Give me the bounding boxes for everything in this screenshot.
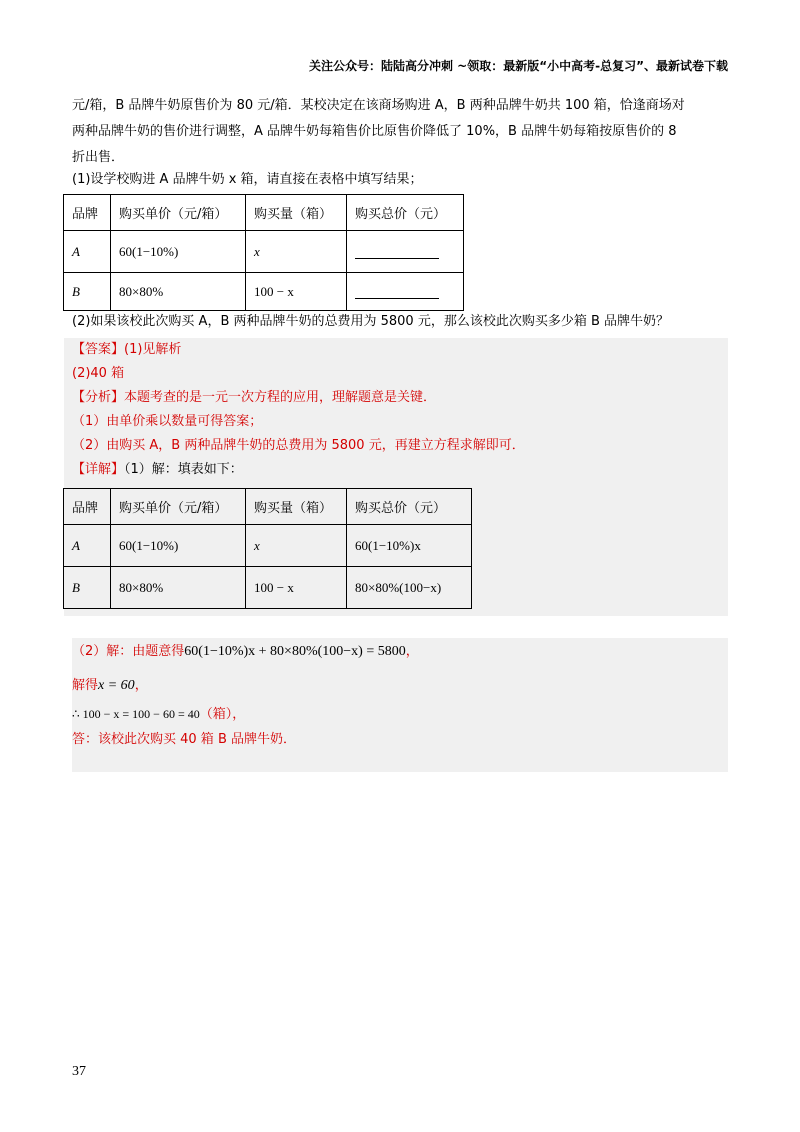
solution-equation: ∴ 100 − x = 100 − 60 = 40 xyxy=(72,707,200,721)
answer-part-1: (1)见解析 xyxy=(124,342,182,357)
table-header-cell: 购买总价（元） xyxy=(347,195,464,231)
table-cell: 60(1−10%)x xyxy=(347,525,472,567)
table-cell: B xyxy=(64,273,111,311)
table-cell: 60(1−10%) xyxy=(111,231,246,273)
table-header-cell: 购买量（箱） xyxy=(246,195,347,231)
table-cell: 80×80% xyxy=(111,567,246,609)
answer-line-1 xyxy=(72,340,181,360)
table-cell: 80×80% xyxy=(111,273,246,311)
answer-blank[interactable] xyxy=(355,284,439,299)
table-row xyxy=(64,567,472,609)
table-header-cell: 购买单价（元/箱） xyxy=(111,489,246,525)
solution-text: （2）解：由题意得 xyxy=(72,644,185,659)
intro-line-1: 元/箱，B 品牌牛奶原售价为 80 元/箱．某校决定在该商场购进 A，B 两种品牌牛奶共 100 箱，恰逢商场对 xyxy=(72,98,685,113)
table-cell xyxy=(347,231,464,273)
analysis-point-2: （2）由购买 A，B 两种品牌牛奶的总费用为 5800 元，再建立方程求解即可． xyxy=(72,438,525,453)
intro-line-3: 折出售． xyxy=(72,150,125,165)
table-header-cell: 购买总价（元） xyxy=(347,489,472,525)
intro-line-2: 两种品牌牛奶的售价进行调整，A 品牌牛奶每箱售价比原售价降低了 10%，B 品牌牛奶每箱按原售价的 8 xyxy=(72,124,677,139)
table-cell: 100 − x xyxy=(246,273,347,311)
table-row xyxy=(64,525,472,567)
table-row xyxy=(64,231,464,273)
analysis-label: 【分析】 xyxy=(72,390,125,405)
question-2: (2)如果该校此次购买 A，B 两种品牌牛奶的总费用为 5800 元，那么该校此次购买多少箱 B 品牌牛奶？ xyxy=(72,314,670,329)
analysis-line xyxy=(72,388,436,408)
solution-punct: ， xyxy=(405,644,419,659)
solution-text: 解得 xyxy=(72,678,99,693)
table-header-row xyxy=(64,195,464,231)
table-cell xyxy=(347,273,464,311)
table-header-cell: 购买单价（元/箱） xyxy=(111,195,246,231)
table-cell: x xyxy=(246,231,347,273)
answer-part-2: (2)40 箱 xyxy=(72,366,125,381)
solution-line-2 xyxy=(72,676,148,696)
table-header-row xyxy=(64,489,472,525)
detail-label: 【详解】 xyxy=(72,462,125,477)
table-cell: 60(1−10%) xyxy=(111,525,246,567)
table-row xyxy=(64,273,464,311)
answer-blank[interactable] xyxy=(355,244,439,259)
table-cell: A xyxy=(64,525,111,567)
detail-text: （1）解：填表如下： xyxy=(124,462,243,477)
solution-equation: 60(1−10%)x + 80×80%(100−x) = 5800 xyxy=(184,644,406,659)
solution-line-3 xyxy=(72,704,245,725)
table-header-cell: 购买量（箱） xyxy=(246,489,347,525)
table-cell: 80×80%(100−x) xyxy=(347,567,472,609)
table-cell: 100 − x xyxy=(246,567,347,609)
solution-line-1 xyxy=(72,642,419,662)
page-number: 37 xyxy=(72,1064,86,1079)
table-cell: B xyxy=(64,567,111,609)
table-header-cell: 品牌 xyxy=(64,195,111,231)
table-1 xyxy=(63,194,464,311)
solution-unit: （箱）， xyxy=(199,707,246,722)
table-2 xyxy=(63,488,472,609)
table-header-cell: 品牌 xyxy=(64,489,111,525)
answer-label: 【答案】 xyxy=(72,342,125,357)
analysis-text: 本题考查的是一元一次方程的应用，理解题意是关键． xyxy=(124,390,437,405)
solution-equation: x = 60 xyxy=(98,678,135,693)
solution-punct: ， xyxy=(134,678,148,693)
page-header: 关注公众号：陆陆高分冲刺 ~领取：最新版“小中高考-总复习”、最新试卷下载 xyxy=(309,59,728,73)
solution-conclusion: 答：该校此次购买 40 箱 B 品牌牛奶． xyxy=(72,732,296,747)
question-1: (1)设学校购进 A 品牌牛奶 x 箱，请直接在表格中填写结果； xyxy=(72,172,423,187)
detail-line xyxy=(72,460,243,480)
table-cell: A xyxy=(64,231,111,273)
analysis-point-1: （1）由单价乘以数量可得答案； xyxy=(72,414,263,429)
table-cell: x xyxy=(246,525,347,567)
